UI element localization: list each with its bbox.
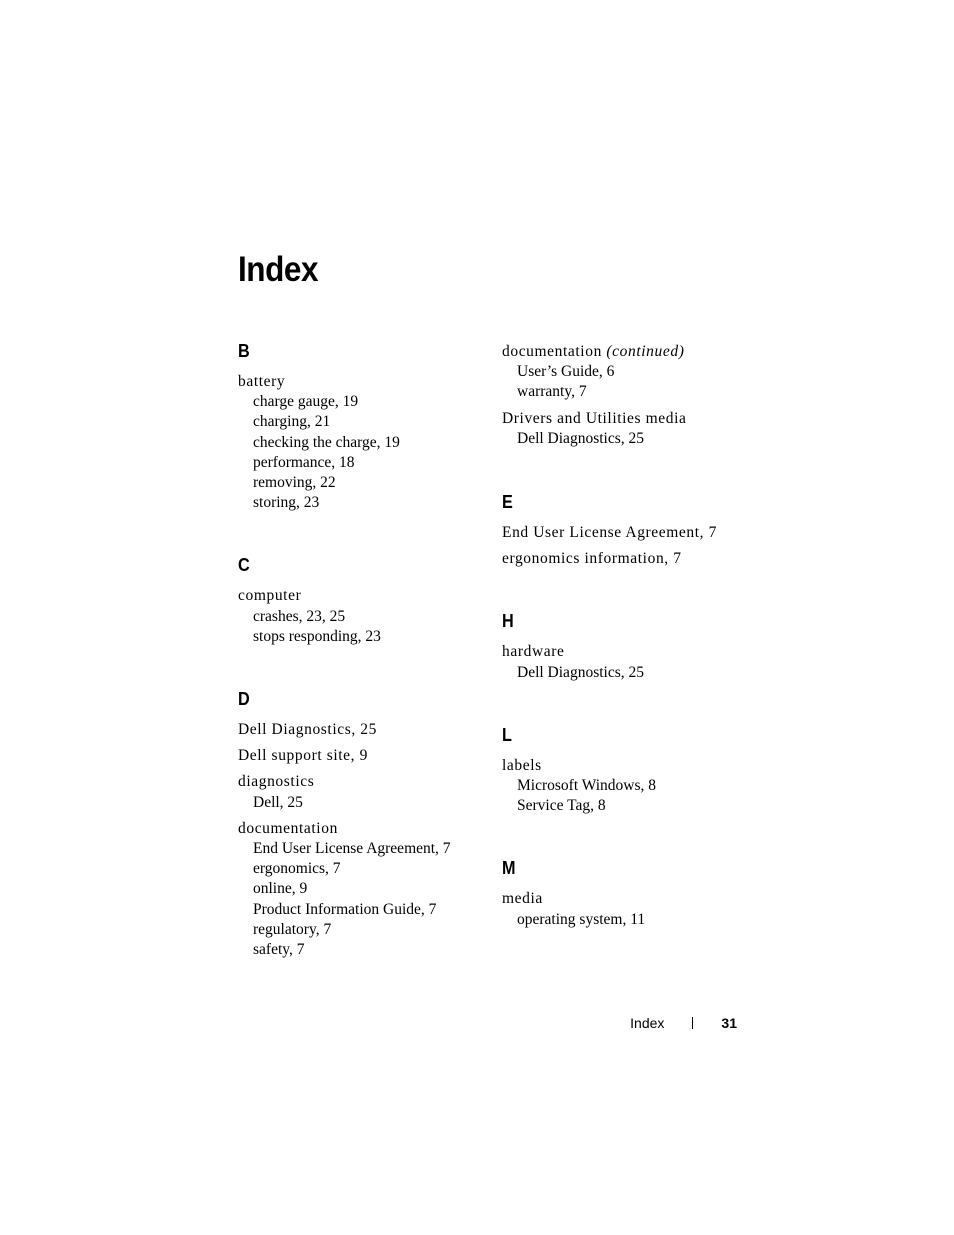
index-subentry: charge gauge, 19 <box>253 393 359 411</box>
index-term: media <box>502 890 543 908</box>
footer-separator <box>692 1017 693 1029</box>
index-subentry: Dell, 25 <box>253 793 303 811</box>
index-term <box>502 342 752 362</box>
section-letter-b: B <box>238 341 250 361</box>
index-subentry: charging, 21 <box>253 413 331 431</box>
index-column-left <box>238 340 488 960</box>
section-letter-l: L <box>502 724 512 745</box>
page-title: Index <box>238 250 319 289</box>
index-entry-dell-diagnostics <box>238 720 488 740</box>
index-term-text: documentation <box>502 343 602 360</box>
index-term: ergonomics information, 7 <box>502 550 682 568</box>
index-subentry: Product Information Guide, 7 <box>253 900 437 918</box>
index-term: Drivers and Utilities media <box>502 409 687 427</box>
index-entry-computer <box>238 586 488 647</box>
section-letter-m: M <box>502 858 516 879</box>
index-subentry: operating system, 11 <box>517 910 646 928</box>
page-number: 31 <box>721 1015 737 1031</box>
index-subentry: crashes, 23, 25 <box>253 607 346 625</box>
index-entry-media <box>502 889 752 929</box>
index-term: diagnostics <box>238 773 315 791</box>
index-subentry: regulatory, 7 <box>253 920 332 938</box>
index-subentry: online, 9 <box>253 880 308 898</box>
index-term: documentation <box>238 819 338 837</box>
index-term: End User License Agreement, 7 <box>502 524 717 542</box>
index-subentry: ergonomics, 7 <box>253 860 341 878</box>
index-entry-eula <box>502 523 752 543</box>
index-term: Dell Diagnostics, 25 <box>238 721 377 739</box>
index-entry-documentation <box>238 819 488 960</box>
index-entry-ergonomics <box>502 549 752 569</box>
index-subentry: Service Tag, 8 <box>517 797 606 815</box>
index-subentry: Dell Diagnostics, 25 <box>517 429 644 447</box>
index-subentry: End User License Agreement, 7 <box>253 840 451 858</box>
page-footer <box>630 1015 737 1031</box>
index-term: labels <box>502 756 542 774</box>
index-term: Dell support site, 9 <box>238 747 368 765</box>
section-letter-h: H <box>502 611 514 632</box>
index-subentry: safety, 7 <box>253 941 305 959</box>
index-subentry: warranty, 7 <box>517 383 587 401</box>
index-column-right <box>502 340 752 930</box>
index-entry-drivers-utilities <box>502 409 752 449</box>
index-subentry: stops responding, 23 <box>253 627 381 645</box>
continued-note: (continued) <box>606 343 685 360</box>
index-entry-hardware <box>502 642 752 682</box>
index-subentry: removing, 22 <box>253 474 336 492</box>
index-entry-dell-support-site <box>238 746 488 766</box>
index-subentry: User’s Guide, 6 <box>517 363 615 381</box>
footer-label: Index <box>630 1015 665 1031</box>
index-subentry: Microsoft Windows, 8 <box>517 777 657 795</box>
section-letter-d: D <box>238 689 250 710</box>
index-term: battery <box>238 373 286 390</box>
index-subentry: storing, 23 <box>253 494 320 512</box>
index-subentry: performance, 18 <box>253 453 355 471</box>
section-letter-e: E <box>502 492 513 513</box>
index-entry-documentation-continued <box>502 342 752 403</box>
index-entry-diagnostics <box>238 772 488 812</box>
index-term: computer <box>238 587 302 605</box>
index-entry-battery <box>238 372 488 513</box>
index-subentry: Dell Diagnostics, 25 <box>517 663 644 681</box>
index-entry-labels <box>502 756 752 817</box>
index-term: hardware <box>502 643 565 661</box>
section-letter-c: C <box>238 555 250 576</box>
index-subentry: checking the charge, 19 <box>253 433 400 451</box>
